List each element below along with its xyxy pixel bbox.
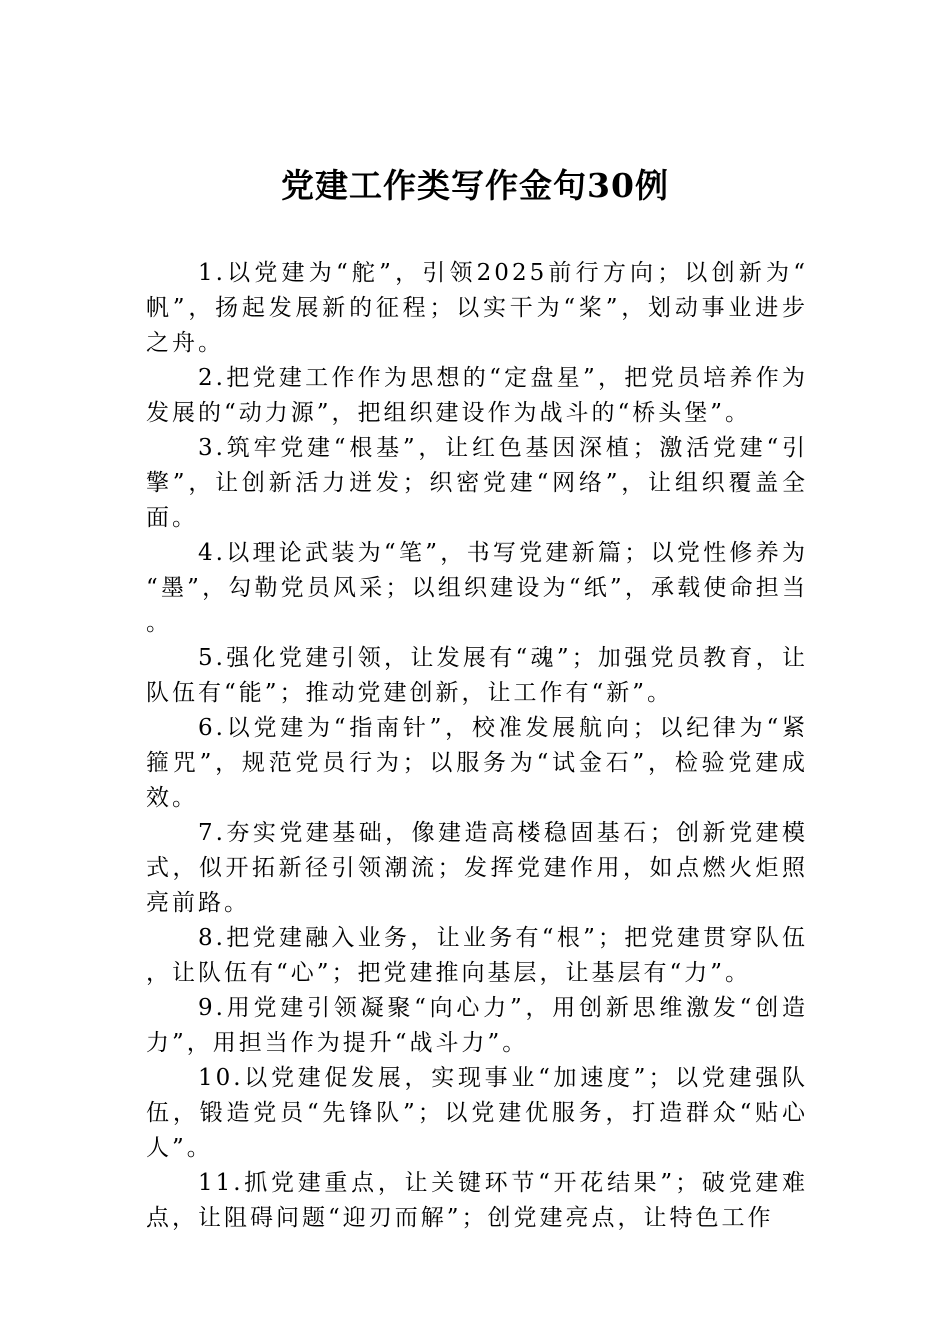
paragraph-10: 10.以党建促发展，实现事业“加速度”；以党建强队伍，锻造党员“先锋队”；以党建优服务，打造群众“贴心人”。 [146,1065,808,1161]
document-title: 党建工作类写作金句30例 [281,166,669,205]
paragraph-1: 1.以党建为“舵”，引领2025前行方向；以创新为“帆”，扬起发展新的征程；以实干为“桨”，划动事业进步之舟。 [146,260,808,356]
paragraph-2: 2.把党建工作作为思想的“定盘星”，把党员培养作为发展的“动力源”，把组织建设作为战斗的“桥头堡”。 [146,365,808,426]
paragraph-8: 8.把党建融入业务，让业务有“根”；把党建贯穿队伍，让队伍有“心”；把党建推向基层，让基层有“力”。 [146,925,808,986]
paragraph-7: 7.夯实党建基础，像建造高楼稳固基石；创新党建模式，似开拓新径引领潮流；发挥党建作用，如点燃火炬照亮前路。 [146,820,808,916]
paragraph-9: 9.用党建引领凝聚“向心力”，用创新思维激发“创造力”，用担当作为提升“战斗力”。 [146,995,808,1056]
paragraph-3: 3.筑牢党建“根基”，让红色基因深植；激活党建“引擎”，让创新活力迸发；织密党建“网络”，让组织覆盖全面。 [146,435,808,531]
paragraph-4: 4.以理论武装为“笔”，书写党建新篇；以党性修养为“墨”，勾勒党员风采；以组织建设为“纸”，承载使命担当。 [146,540,808,636]
paragraph-6: 6.以党建为“指南针”，校准发展航向；以纪律为“紧箍咒”，规范党员行为；以服务为“试金石”，检验党建成效。 [146,715,808,811]
document-body [146,256,808,1236]
paragraph-5: 5.强化党建引领，让发展有“魂”；加强党员教育，让队伍有“能”；推动党建创新，让工作有“新”。 [146,645,808,706]
paragraph-11: 11.抓党建重点，让关键环节“开花结果”；破党建难点，让阻碍问题“迎刃而解”；创党建亮点，让特色工作 [146,1170,808,1231]
